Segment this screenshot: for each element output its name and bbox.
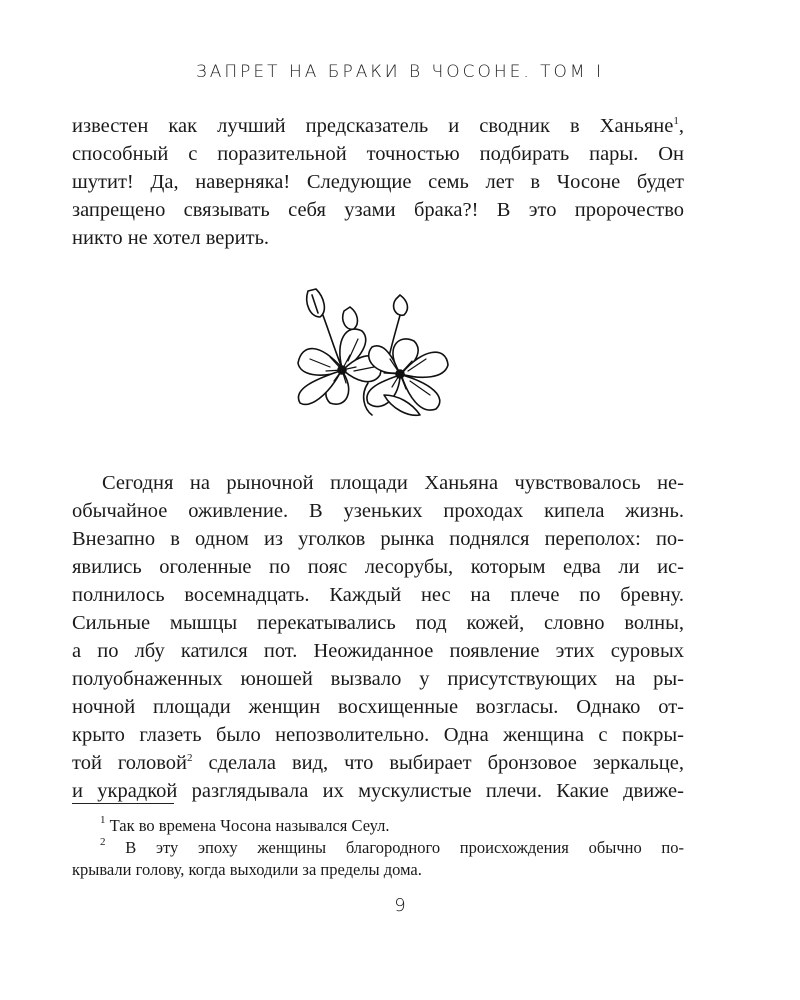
text-line: известен как лучший предсказатель и сводник в Ханьяне$^1$,	[72, 115, 684, 137]
footnote-2-continued: крывали голову, когда выходили за пределы дома.	[72, 860, 422, 879]
cherry-blossom-icon	[280, 283, 480, 423]
text-line: крыто глазеть было непозволительно. Одна женщина с покры-	[72, 724, 684, 746]
text-line: Сильные мышцы перекатывались под кожей, словно волны,	[72, 612, 684, 634]
text-line: Внезапно в одном из уголков рынка поднялся переполох: по-	[72, 528, 684, 550]
text-line: обычайное оживление. В узеньких проходах кипела жизнь.	[72, 500, 684, 522]
page-number: 9	[394, 895, 406, 916]
text-line: шутит! Да, наверняка! Следующие семь лет в Чосоне будет	[72, 171, 684, 193]
text-line: полнилось восемнадцать. Каждый нес на плече по бревну.	[72, 584, 684, 606]
text-line: ночной площади женщин восхищенные возгласы. Однако от-	[72, 696, 684, 718]
text-line: а по лбу катился пот. Неожиданное появление этих суровых	[72, 640, 684, 662]
footnote-1: $^1$ Так во времена Чосона назывался Сеул.	[100, 814, 390, 835]
text-line: никто не хотел верить.	[72, 227, 270, 249]
text-line: Сегодня на рыночной площади Ханьяна чувствовалось не-	[102, 472, 684, 494]
footnote-mark: 1	[673, 115, 679, 127]
text-line: полуобнаженных юношей вызвало у присутствующих на ры-	[72, 668, 684, 690]
footnote-2: $^2$ В эту эпоху женщины благородного происхождения обычно по-	[100, 836, 684, 857]
text-line: той головой$^2$ сделала вид, что выбирает бронзовое зеркальце,	[72, 752, 684, 774]
text-line: способный с поразительной точностью подбирать пары. Он	[72, 143, 684, 165]
text-line: явились оголенные по пояс лесорубы, которым едва ли ис-	[72, 556, 684, 578]
footnote-divider	[72, 803, 174, 804]
text-line: запрещено связывать себя узами брака?! В это пророчество	[72, 199, 684, 221]
running-title: ЗАПРЕТ НА БРАКИ В ЧОСОНЕ. ТОМ I	[195, 62, 605, 82]
footnote-mark: 2	[187, 752, 193, 764]
text-line: и украдкой разглядывала их мускулистые плечи. Какие движе-	[72, 780, 684, 802]
